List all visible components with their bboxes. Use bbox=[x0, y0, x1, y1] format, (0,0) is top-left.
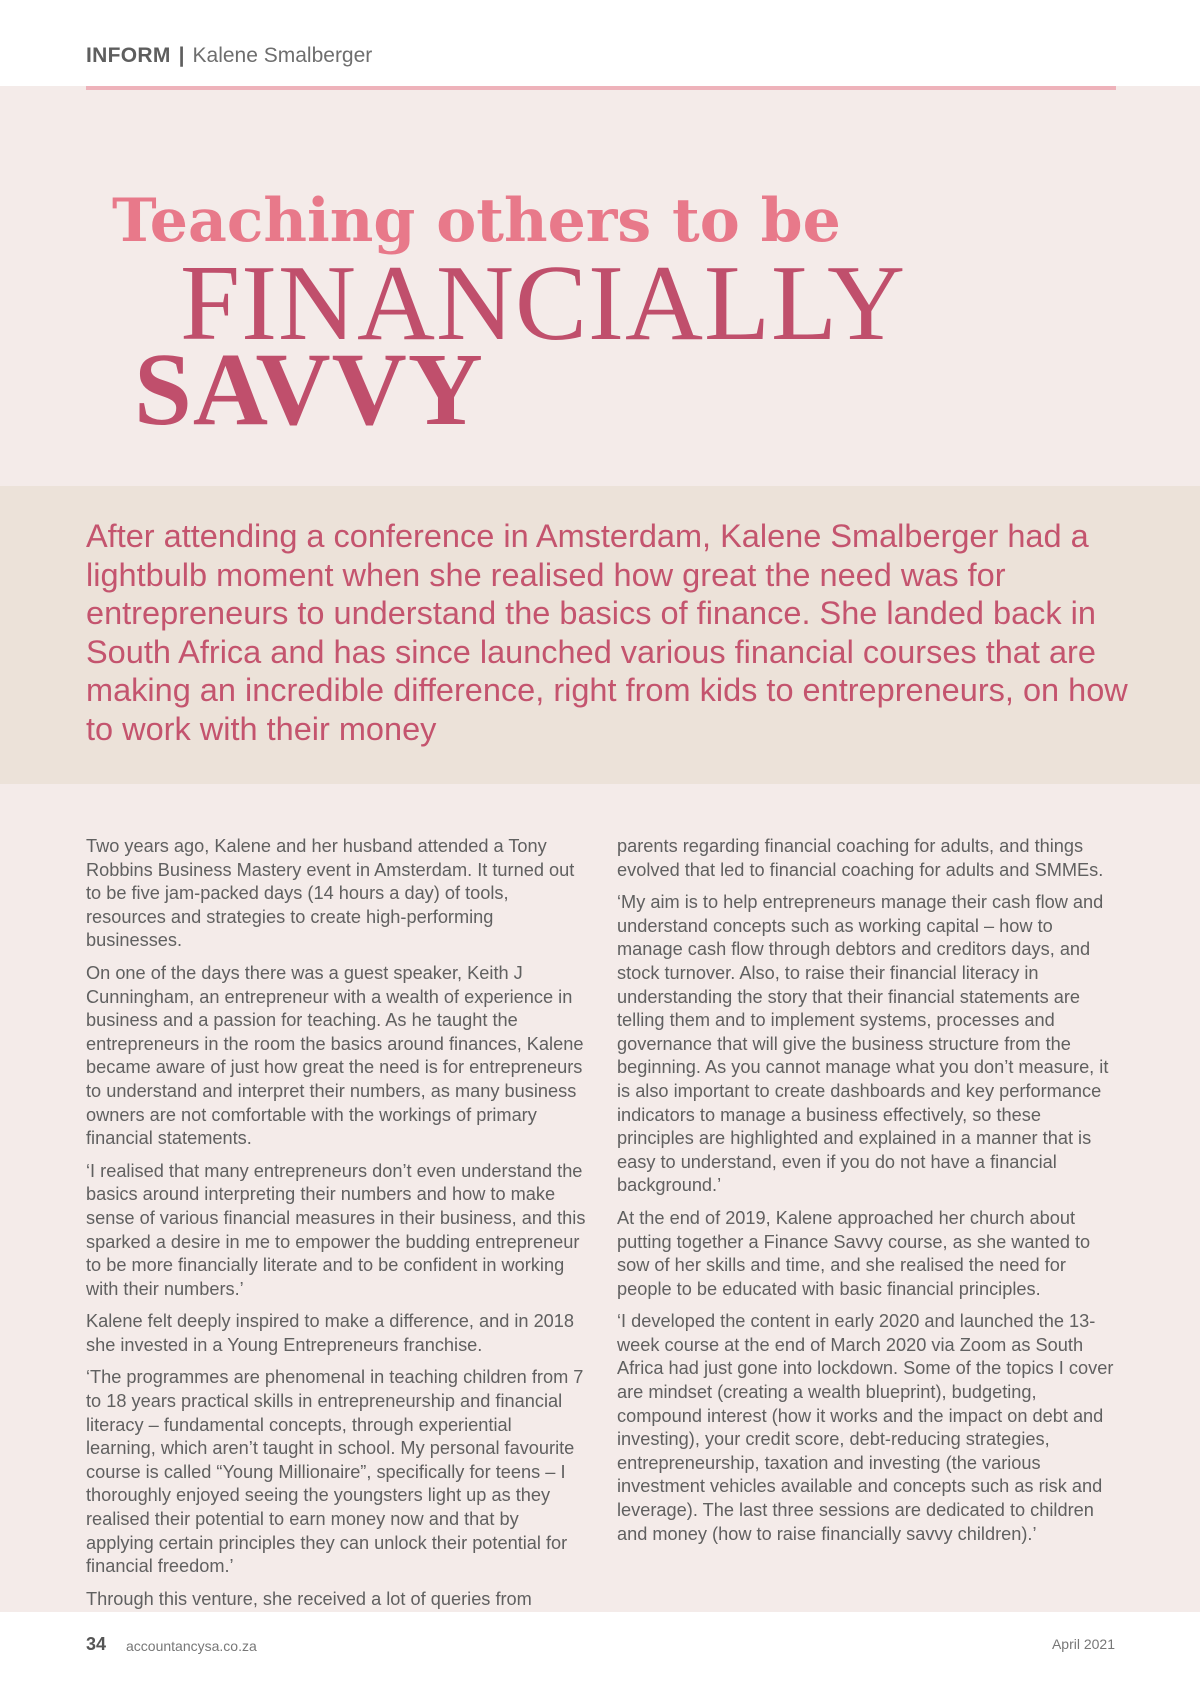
body-paragraph: Two years ago, Kalene and her husband attended a Tony Robbins Business Mastery event in Amsterdam. It turned out to be five jam-packed days (14 hours a day) of tools, resources and strategies to create high-performing businesses. bbox=[86, 836, 575, 951]
body-paragraph: ‘I realised that many entrepreneurs don’t even understand the basics around interpreting their numbers and how to make sense of various financial measures in their business, and this sparked a desire in me to empower the budding entrepreneur to be more financially literate and to be confident in working with their numbers.’ bbox=[86, 1160, 586, 1299]
body-paragraph: ‘My aim is to help entrepreneurs manage their cash flow and understand concepts such as working capital – how to manage cash flow through debtors and creditors days, and stock turnover. Also, to raise their financial literacy in understanding the story that their financial statements are telling them and to implement systems, processes and governance that will give the business structure from the beginning. As you cannot manage what you don’t measure, it is also important to create dashboards and key performance indicators to manage a business effectively, so these principles are highlighted and explained in a manner that is easy to understand, even if you do not have a financial background.’ bbox=[617, 892, 1109, 1196]
section-label: INFORM bbox=[86, 44, 171, 67]
body-paragraph: ‘The programmes are phenomenal in teaching children from 7 to 18 years practical skills in entrepreneurship and financial literacy – fundamental concepts, through experiential learning, which aren’t taught in school. My personal favourite course is called “Young Millionaire”, specifically for teens – I thoroughly enjoyed seeing the youngsters light up as they realised their potential to earn money now and that by applying certain principles they can unlock their potential for financial freedom.’ bbox=[86, 1367, 584, 1577]
page-header bbox=[86, 44, 372, 76]
title-second-word: SAVVY bbox=[134, 332, 484, 447]
body-paragraph: ‘I developed the content in early 2020 and launched the 13-week course at the end of March 2020 via Zoom as South Africa had just gone into lockdown. Some of the topics I cover are mindset (creating a wealth blueprint), budgeting, compound interest (how it works and the impact on debt and investing), your credit score, debt-reducing strategies, entrepreneurship, taxation and investing (the various investment vehicles available and concepts such as risk and leverage). The last three sessions are dedicated to children and money (how to raise financially savvy children).’ bbox=[617, 1311, 1114, 1544]
body-column-right bbox=[617, 835, 1117, 1555]
header-author: Kalene Smalberger bbox=[192, 44, 373, 67]
body-paragraph: Through this venture, she received a lot of queries from bbox=[86, 1588, 532, 1609]
page-number: 34 bbox=[86, 1634, 107, 1654]
header-separator: | bbox=[178, 44, 185, 67]
footer-date: April 2021 bbox=[1051, 1636, 1115, 1652]
intro-standfirst: After attending a conference in Amsterdam, Kalene Smalberger had a lightbulb moment when she realised how great the need was for entrepreneurs to understand the basics of finance. She landed back in South Africa and has since launched various financial courses that are making an incredible difference, right from kids to entrepreneurs, on how to work with their money bbox=[86, 518, 1128, 747]
body-paragraph: Kalene felt deeply inspired to make a difference, and in 2018 she invested in a Young Entrepreneurs franchise. bbox=[86, 1311, 575, 1355]
title-main-word: FINANCIALLY bbox=[180, 244, 907, 363]
footer-website: accountancysa.co.za bbox=[126, 1638, 257, 1654]
title-kicker: Teaching others to be bbox=[112, 186, 841, 256]
header-divider bbox=[86, 86, 1116, 90]
body-paragraph: On one of the days there was a guest speaker, Keith J Cunningham, an entrepreneur with a wealth of experience in business and a passion for teaching. As he taught the entrepreneurs in the room the basics around finances, Kalene became aware of just how great the need is for entrepreneurs to understand and interpret their numbers, as many business owners are not comfortable with the workings of primary financial statements. bbox=[86, 962, 584, 1149]
body-column-left bbox=[86, 835, 586, 1620]
body-paragraph: At the end of 2019, Kalene approached her church about putting together a Finance Savvy course, as she wanted to sow of her skills and time, and she realised the need for people to be educated with basic financial principles. bbox=[617, 1207, 1091, 1299]
body-paragraph: parents regarding financial coaching for adults, and things evolved that led to financial coaching for adults and SMMEs. bbox=[617, 836, 1104, 880]
